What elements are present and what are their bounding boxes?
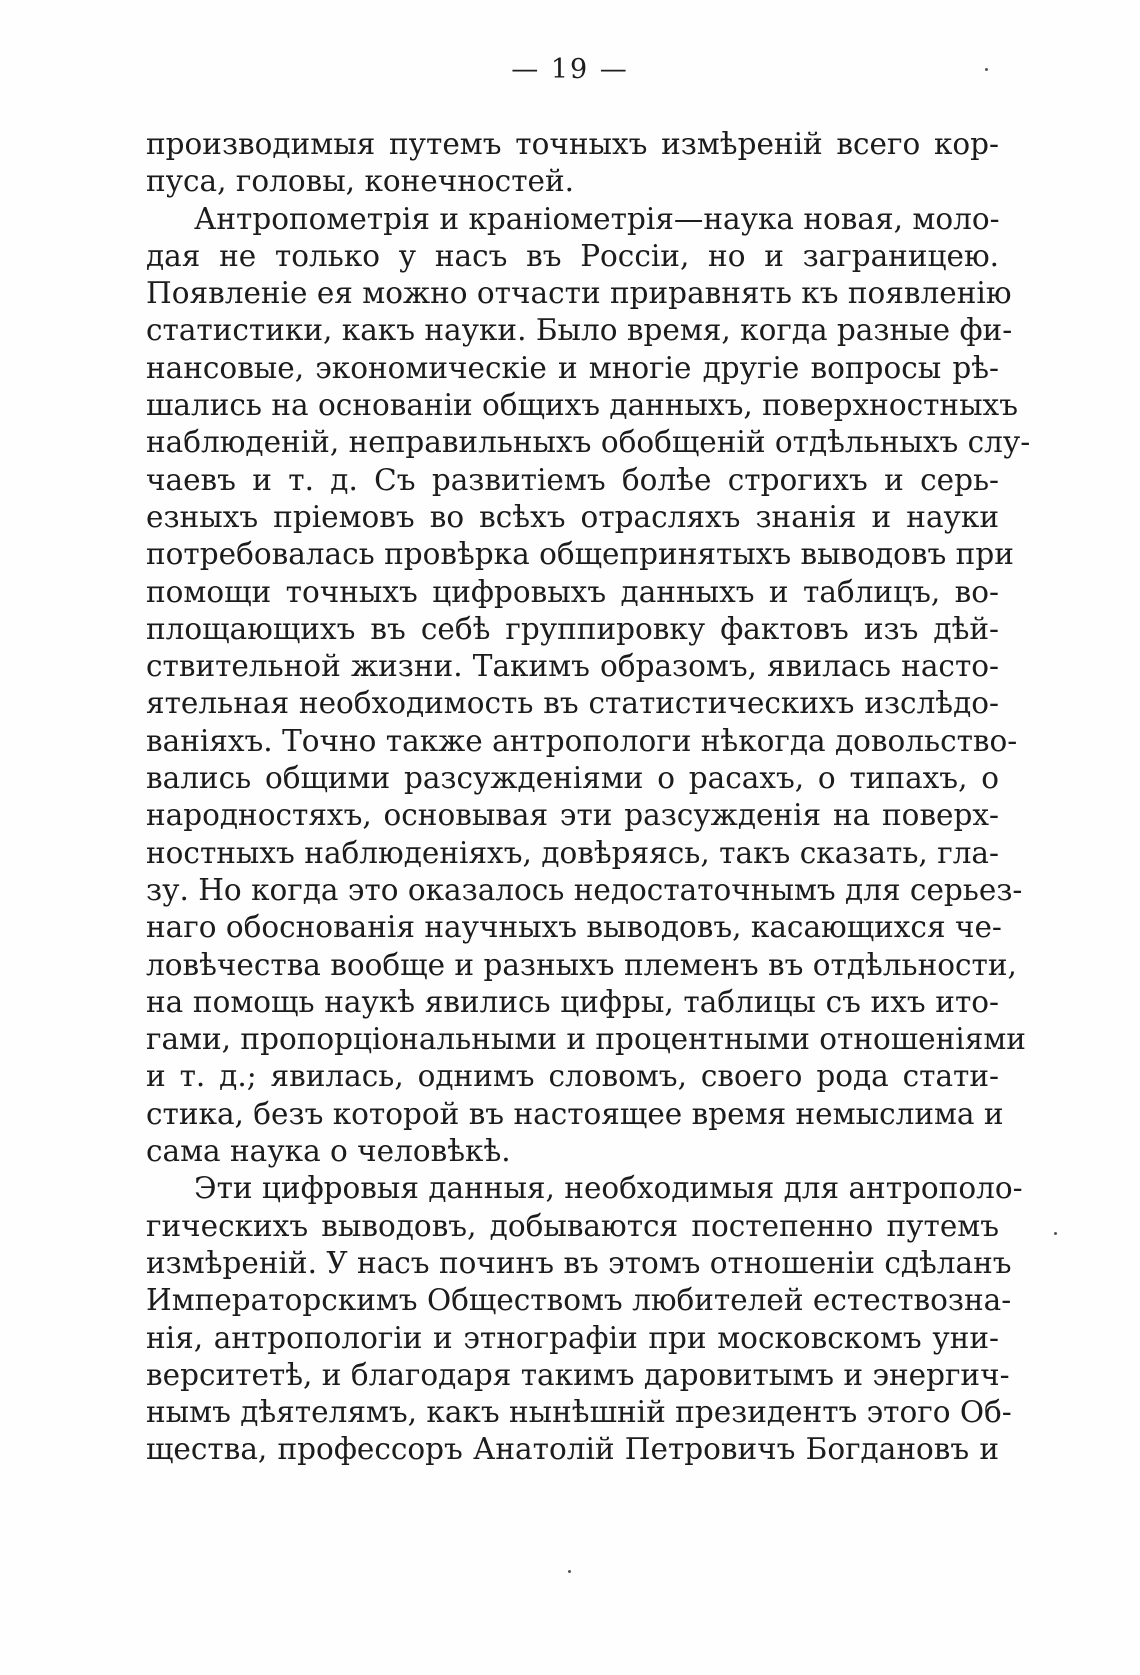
text-line: наго обоснованія научныхъ выводовъ, касающихся че- — [146, 910, 1002, 945]
text-line: наблюденій, неправильныхъ обобщеній отдѣльныхъ слу- — [146, 425, 1031, 460]
text-line: статистики, какъ науки. Было время, когда разные фи- — [146, 313, 1013, 348]
text-line: сама наука о человѣкѣ. — [146, 1134, 511, 1169]
text-line: верситетѣ, и благодаря такимъ даровитымъ и энергич- — [146, 1357, 1010, 1392]
text-line: производимыя путемъ точныхъ измѣреній всего кор- — [146, 127, 999, 161]
text-line: потребовалась провѣрка общепринятыхъ выводовъ при — [146, 537, 1014, 572]
text-line: Эти цифровыя данныя, необходимыя для антрополо- — [194, 1171, 1023, 1206]
text-line: площающихъ въ себѣ группировку фактовъ изъ дѣй- — [146, 611, 999, 646]
text-line: пуса, головы, конечностей. — [146, 164, 575, 199]
text-line: дая не только у насъ въ Россіи, но и заграницею. — [146, 238, 999, 273]
text-line: Императорскимъ Обществомъ любителей естествозна- — [146, 1283, 1012, 1318]
text-line: нія, антропологіи и этнографіи при московскомъ уни- — [146, 1320, 999, 1355]
text-line: вались общими разсужденіями о расахъ, о типахъ, о — [146, 761, 999, 796]
text-line: стика, безъ которой въ настоящее время немыслима и — [146, 1096, 1004, 1131]
body-text — [146, 126, 1031, 1469]
text-line: Появленіе ея можно отчасти приравнять къ появленію — [146, 276, 1012, 311]
scan-speck — [1054, 1232, 1057, 1235]
text-line: на помощь наукѣ явились цифры, таблицы съ ихъ ито- — [146, 984, 999, 1019]
text-line: и т. д.; явилась, однимъ словомъ, своего рода стати- — [146, 1059, 999, 1094]
text-line: Антропометрія и краніометрія—наука новая, моло- — [194, 201, 1000, 236]
text-line: зу. Но когда это оказалось недостаточнымъ для серьез- — [146, 872, 1023, 907]
text-line: ваніяхъ. Точно также антропологи нѣкогда довольство- — [146, 723, 1018, 758]
text-line: нансовые, экономическіе и многіе другіе вопросы рѣ- — [146, 350, 999, 385]
text-line: чаевъ и т. д. Съ развитіемъ болѣе строгихъ и серь- — [146, 462, 999, 497]
text-line: езныхъ пріемовъ во всѣхъ отрасляхъ знанія и науки — [146, 499, 999, 534]
text-line: гическихъ выводовъ, добываются постепенно путемъ — [146, 1208, 999, 1243]
text-line: нымъ дѣятелямъ, какъ нынѣшній президентъ этого Об- — [146, 1395, 1012, 1430]
text-line: шались на основаніи общихъ данныхъ, поверхностныхъ — [146, 388, 1018, 423]
scan-speck — [568, 1570, 571, 1573]
text-line: щества, профессоръ Анатолій Петровичъ Богдановъ и — [146, 1432, 999, 1467]
text-line: ностныхъ наблюденіяхъ, довѣряясь, такъ сказать, гла- — [146, 835, 999, 870]
text-line: ловѣчества вообще и разныхъ племенъ въ отдѣльности, — [146, 947, 1017, 982]
text-line: народностяхъ, основывая эти разсужденія на поверх- — [146, 798, 999, 833]
text-line: ятельная необходимость въ статистическихъ изслѣдо- — [146, 686, 999, 721]
text-line: помощи точныхъ цифровыхъ данныхъ и таблицъ, во- — [146, 574, 999, 609]
scan-speck — [985, 68, 988, 71]
text-line: гами, пропорціональными и процентными отношеніями — [146, 1022, 1026, 1057]
text-line: измѣреній. У насъ починъ въ этомъ отношеніи сдѣланъ — [146, 1245, 1012, 1280]
text-line: ствительной жизни. Такимъ образомъ, явилась насто- — [146, 649, 999, 684]
page-number: — 19 — — [511, 54, 629, 85]
